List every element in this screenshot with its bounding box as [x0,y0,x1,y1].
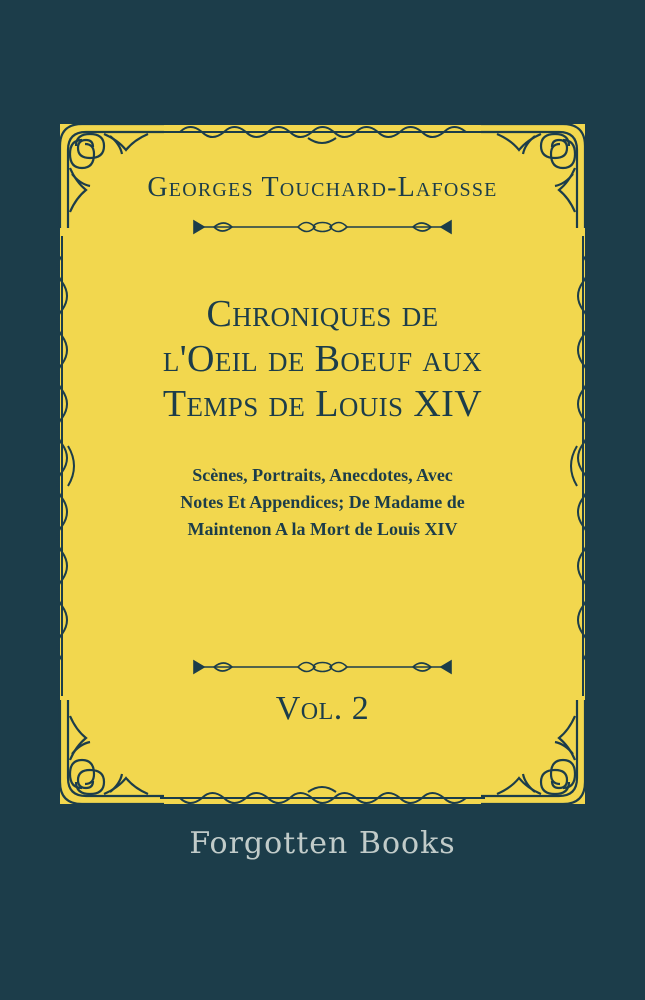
subtitle-line: Scènes, Portraits, Anecdotes, Avec [192,465,453,485]
subtitle-line: Notes Et Appendices; De Madame de [180,492,465,512]
ornament-rule-bottom [190,652,455,682]
publisher-imprint: Forgotten Books [189,826,456,861]
title-line: l'Oeil de Boeuf aux [162,337,483,380]
title-line: Temps de Louis XIV [162,382,483,425]
book-title [78,292,567,426]
volume-label: Vol. 2 [275,690,370,727]
subtitle-line: Maintenon A la Mort de Louis XIV [187,519,458,539]
ornament-rule-top [190,212,455,242]
title-line: Chroniques de [206,293,439,335]
author-name: Georges Touchard-Lafosse [147,172,498,203]
book-subtitle [100,462,545,543]
